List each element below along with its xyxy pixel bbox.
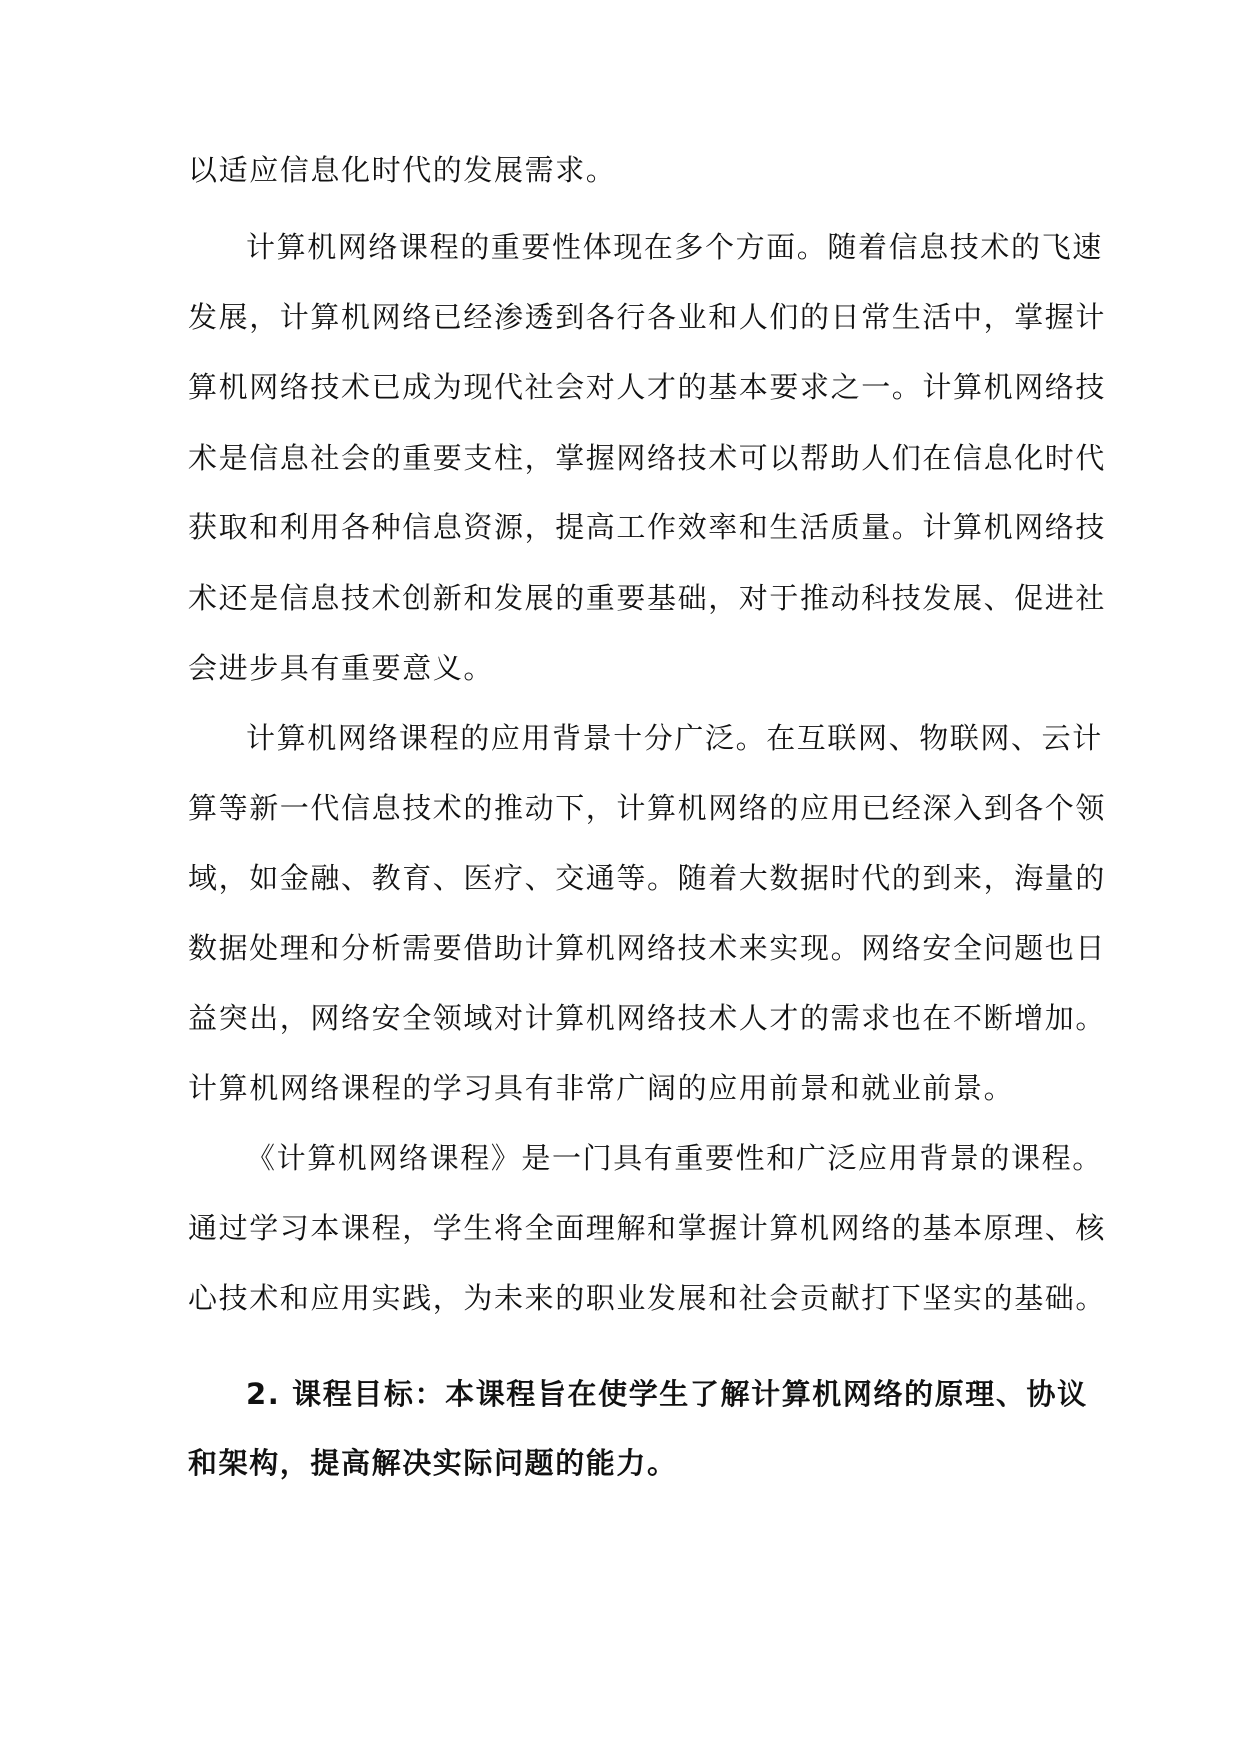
paragraph-line: 计算机网络课程的学习具有非常广阔的应用前景和就业前景。: [188, 1071, 1015, 1105]
paragraph-line: 术还是信息技术创新和发展的重要基础，对于推动科技发展、促进社: [188, 581, 1107, 615]
paragraph-line: 会进步具有重要意义。: [188, 651, 495, 685]
paragraph-line: 以适应信息化时代的发展需求。: [188, 153, 617, 187]
paragraph-line: 计算机网络课程的重要性体现在多个方面。随着信息技术的飞速: [246, 230, 1103, 264]
paragraph-line: 算机网络技术已成为现代社会对人才的基本要求之一。计算机网络技: [188, 370, 1107, 404]
paragraph-line: 《计算机网络课程》是一门具有重要性和广泛应用背景的课程。: [246, 1141, 1103, 1175]
section-heading-line-2: 和架构，提高解决实际问题的能力。: [188, 1446, 678, 1480]
paragraph-line: 心技术和应用实践，为未来的职业发展和社会贡献打下坚实的基础。: [188, 1281, 1107, 1315]
paragraph-line: 发展，计算机网络已经渗透到各行各业和人们的日常生活中，掌握计: [188, 300, 1107, 334]
paragraph-line: 域，如金融、教育、医疗、交通等。随着大数据时代的到来，海量的: [188, 861, 1107, 895]
paragraph-line: 算等新一代信息技术的推动下，计算机网络的应用已经深入到各个领: [188, 791, 1107, 825]
section-heading-line-1: 2. 课程目标：本课程旨在使学生了解计算机网络的原理、协议: [246, 1377, 1088, 1411]
paragraph-line: 计算机网络课程的应用背景十分广泛。在互联网、物联网、云计: [246, 721, 1103, 755]
paragraph-line: 获取和利用各种信息资源，提高工作效率和生活质量。计算机网络技: [188, 510, 1107, 544]
paragraph-line: 数据处理和分析需要借助计算机网络技术来实现。网络安全问题也日: [188, 931, 1107, 965]
paragraph-line: 术是信息社会的重要支柱，掌握网络技术可以帮助人们在信息化时代: [188, 441, 1107, 475]
paragraph-line: 益突出，网络安全领域对计算机网络技术人才的需求也在不断增加。: [188, 1001, 1107, 1035]
paragraph-line: 通过学习本课程，学生将全面理解和掌握计算机网络的基本原理、核: [188, 1211, 1107, 1245]
